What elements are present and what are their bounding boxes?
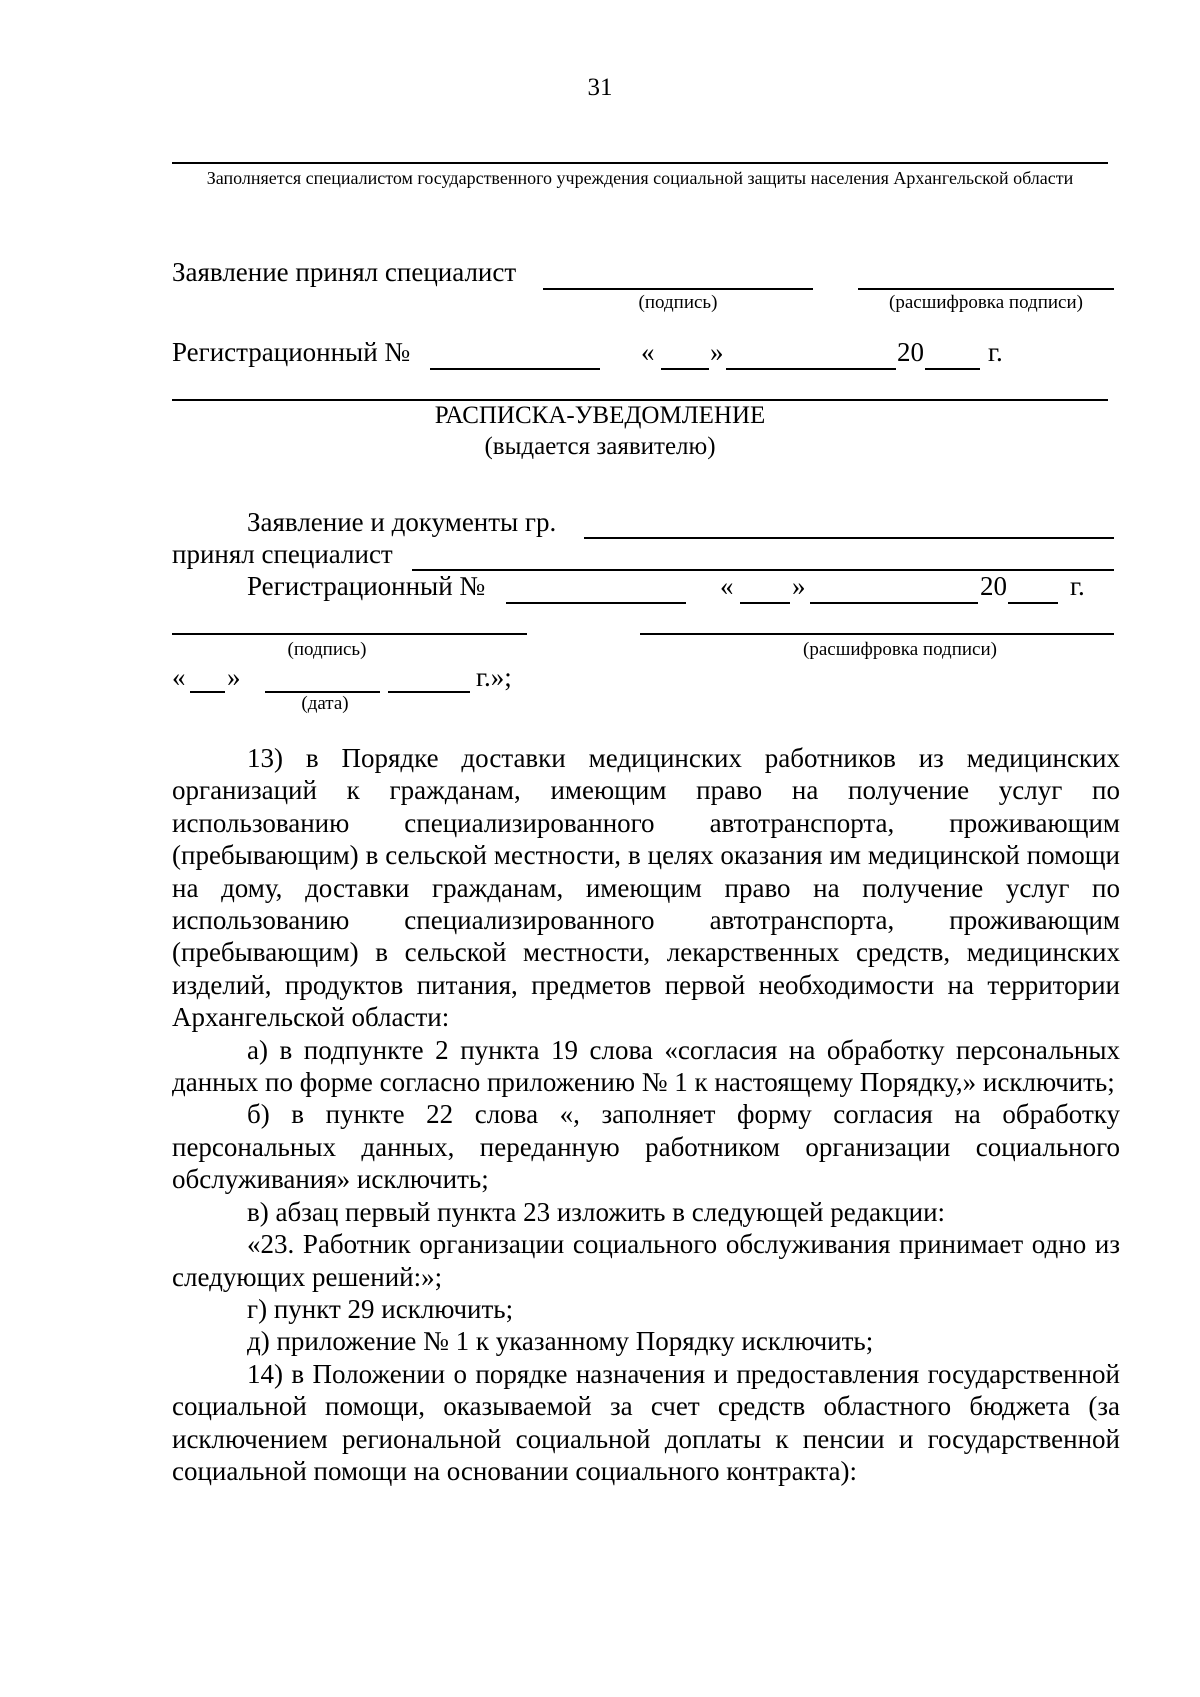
receipt-title: РАСПИСКА-УВЕДОМЛЕНИЕ [434, 402, 766, 429]
paragraph: «23. Работник организации социального обслуживания принимает одно из следующих решений:»; [172, 1229, 1120, 1292]
receipt-registration-label: Регистрационный № [247, 571, 486, 601]
caption-signature-decode: (расшифровка подписи) [889, 292, 1083, 313]
signature-decode-field[interactable] [858, 288, 1114, 290]
year-prefix: 20 [897, 337, 924, 367]
paragraph: д) приложение № 1 к указанному Порядку исключить; [247, 1326, 874, 1357]
quote-open: « [641, 337, 655, 367]
receipt-year-prefix: 20 [980, 571, 1007, 601]
caption-signature: (подпись) [638, 292, 718, 313]
paragraph: 14) в Положении о порядке назначения и предоставления государственной социальной помощи, оказываемой за счет средств областного бюджета (за исключением региональной социальной доплаты к пенсии и государственной социальной помощи на основании социального контракта): [172, 1358, 1120, 1486]
receipt-year-field[interactable] [1008, 602, 1058, 604]
date-quote-open: « [172, 662, 186, 692]
page-number: 31 [587, 74, 613, 101]
paragraph: 13) в Порядке доставки медицинских работников из медицинских организаций к гражданам, имеющим право на получение услуг по использованию специализированного автотранспорта, проживающим (пребывающим) в сельской местности, в целях оказания им медицинской помощи на дому, доставки гражданам, имеющим право на получение услуг по использованию специализированного автотранспорта, проживающим (пребывающим) в сельской местности, лекарственных средств, медицинских изделий, продуктов питания, предметов первой необходимости на территории Архангельской области: [172, 743, 1120, 1033]
receipt-signature-field[interactable] [172, 633, 527, 635]
year-suffix: г. [988, 337, 1003, 367]
year-field[interactable] [925, 368, 980, 370]
section-rule [172, 399, 1108, 401]
receipt-signature-decode-field[interactable] [640, 633, 1114, 635]
receipt-accepted-label: принял специалист [172, 539, 393, 569]
paragraph: а) в подпункте 2 пункта 19 слова «согласия на обработку персональных данных по форме согласно приложению № 1 к настоящему Порядку,» исключить; [172, 1034, 1120, 1098]
header-note: Заполняется специалистом государственного учреждения социальной защиты населения Архангельской области [206, 168, 1074, 188]
date-suffix: г.»; [476, 662, 512, 692]
date-day-field[interactable] [190, 691, 225, 693]
signature-field[interactable] [543, 288, 813, 290]
receipt-caption-signature: (подпись) [287, 639, 367, 660]
citizen-name-field[interactable] [584, 537, 1114, 539]
receipt-month-field[interactable] [810, 602, 978, 604]
receipt-subtitle: (выдается заявителю) [484, 433, 716, 460]
paragraph: в) абзац первый пункта 23 изложить в следующей редакции: [247, 1196, 946, 1227]
receipt-quote-close: » [792, 571, 806, 601]
accepted-by-label: Заявление принял специалист [172, 257, 517, 287]
registration-label: Регистрационный № [172, 337, 411, 367]
header-rule [172, 162, 1108, 164]
receipt-year-suffix: г. [1070, 571, 1085, 601]
receipt-registration-field[interactable] [506, 602, 686, 604]
quote-close: » [710, 337, 724, 367]
receipt-caption-signature-decode: (расшифровка подписи) [803, 639, 997, 660]
paragraph: г) пункт 29 исключить; [247, 1293, 514, 1324]
caption-date: (дата) [301, 693, 349, 714]
day-field[interactable] [661, 368, 709, 370]
registration-number-field[interactable] [430, 368, 600, 370]
date-year-field[interactable] [388, 691, 470, 693]
date-quote-close: » [227, 662, 241, 692]
receipt-day-field[interactable] [740, 602, 790, 604]
paragraph: б) в пункте 22 слова «, заполняет форму согласия на обработку персональных данных, переданную работником организации социального обслуживания» исключить; [172, 1099, 1120, 1195]
body-text [172, 742, 1120, 1487]
month-field[interactable] [726, 368, 896, 370]
docs-from-label: Заявление и документы гр. [247, 507, 557, 537]
receipt-specialist-field[interactable] [412, 569, 1114, 571]
receipt-quote-open: « [720, 571, 734, 601]
